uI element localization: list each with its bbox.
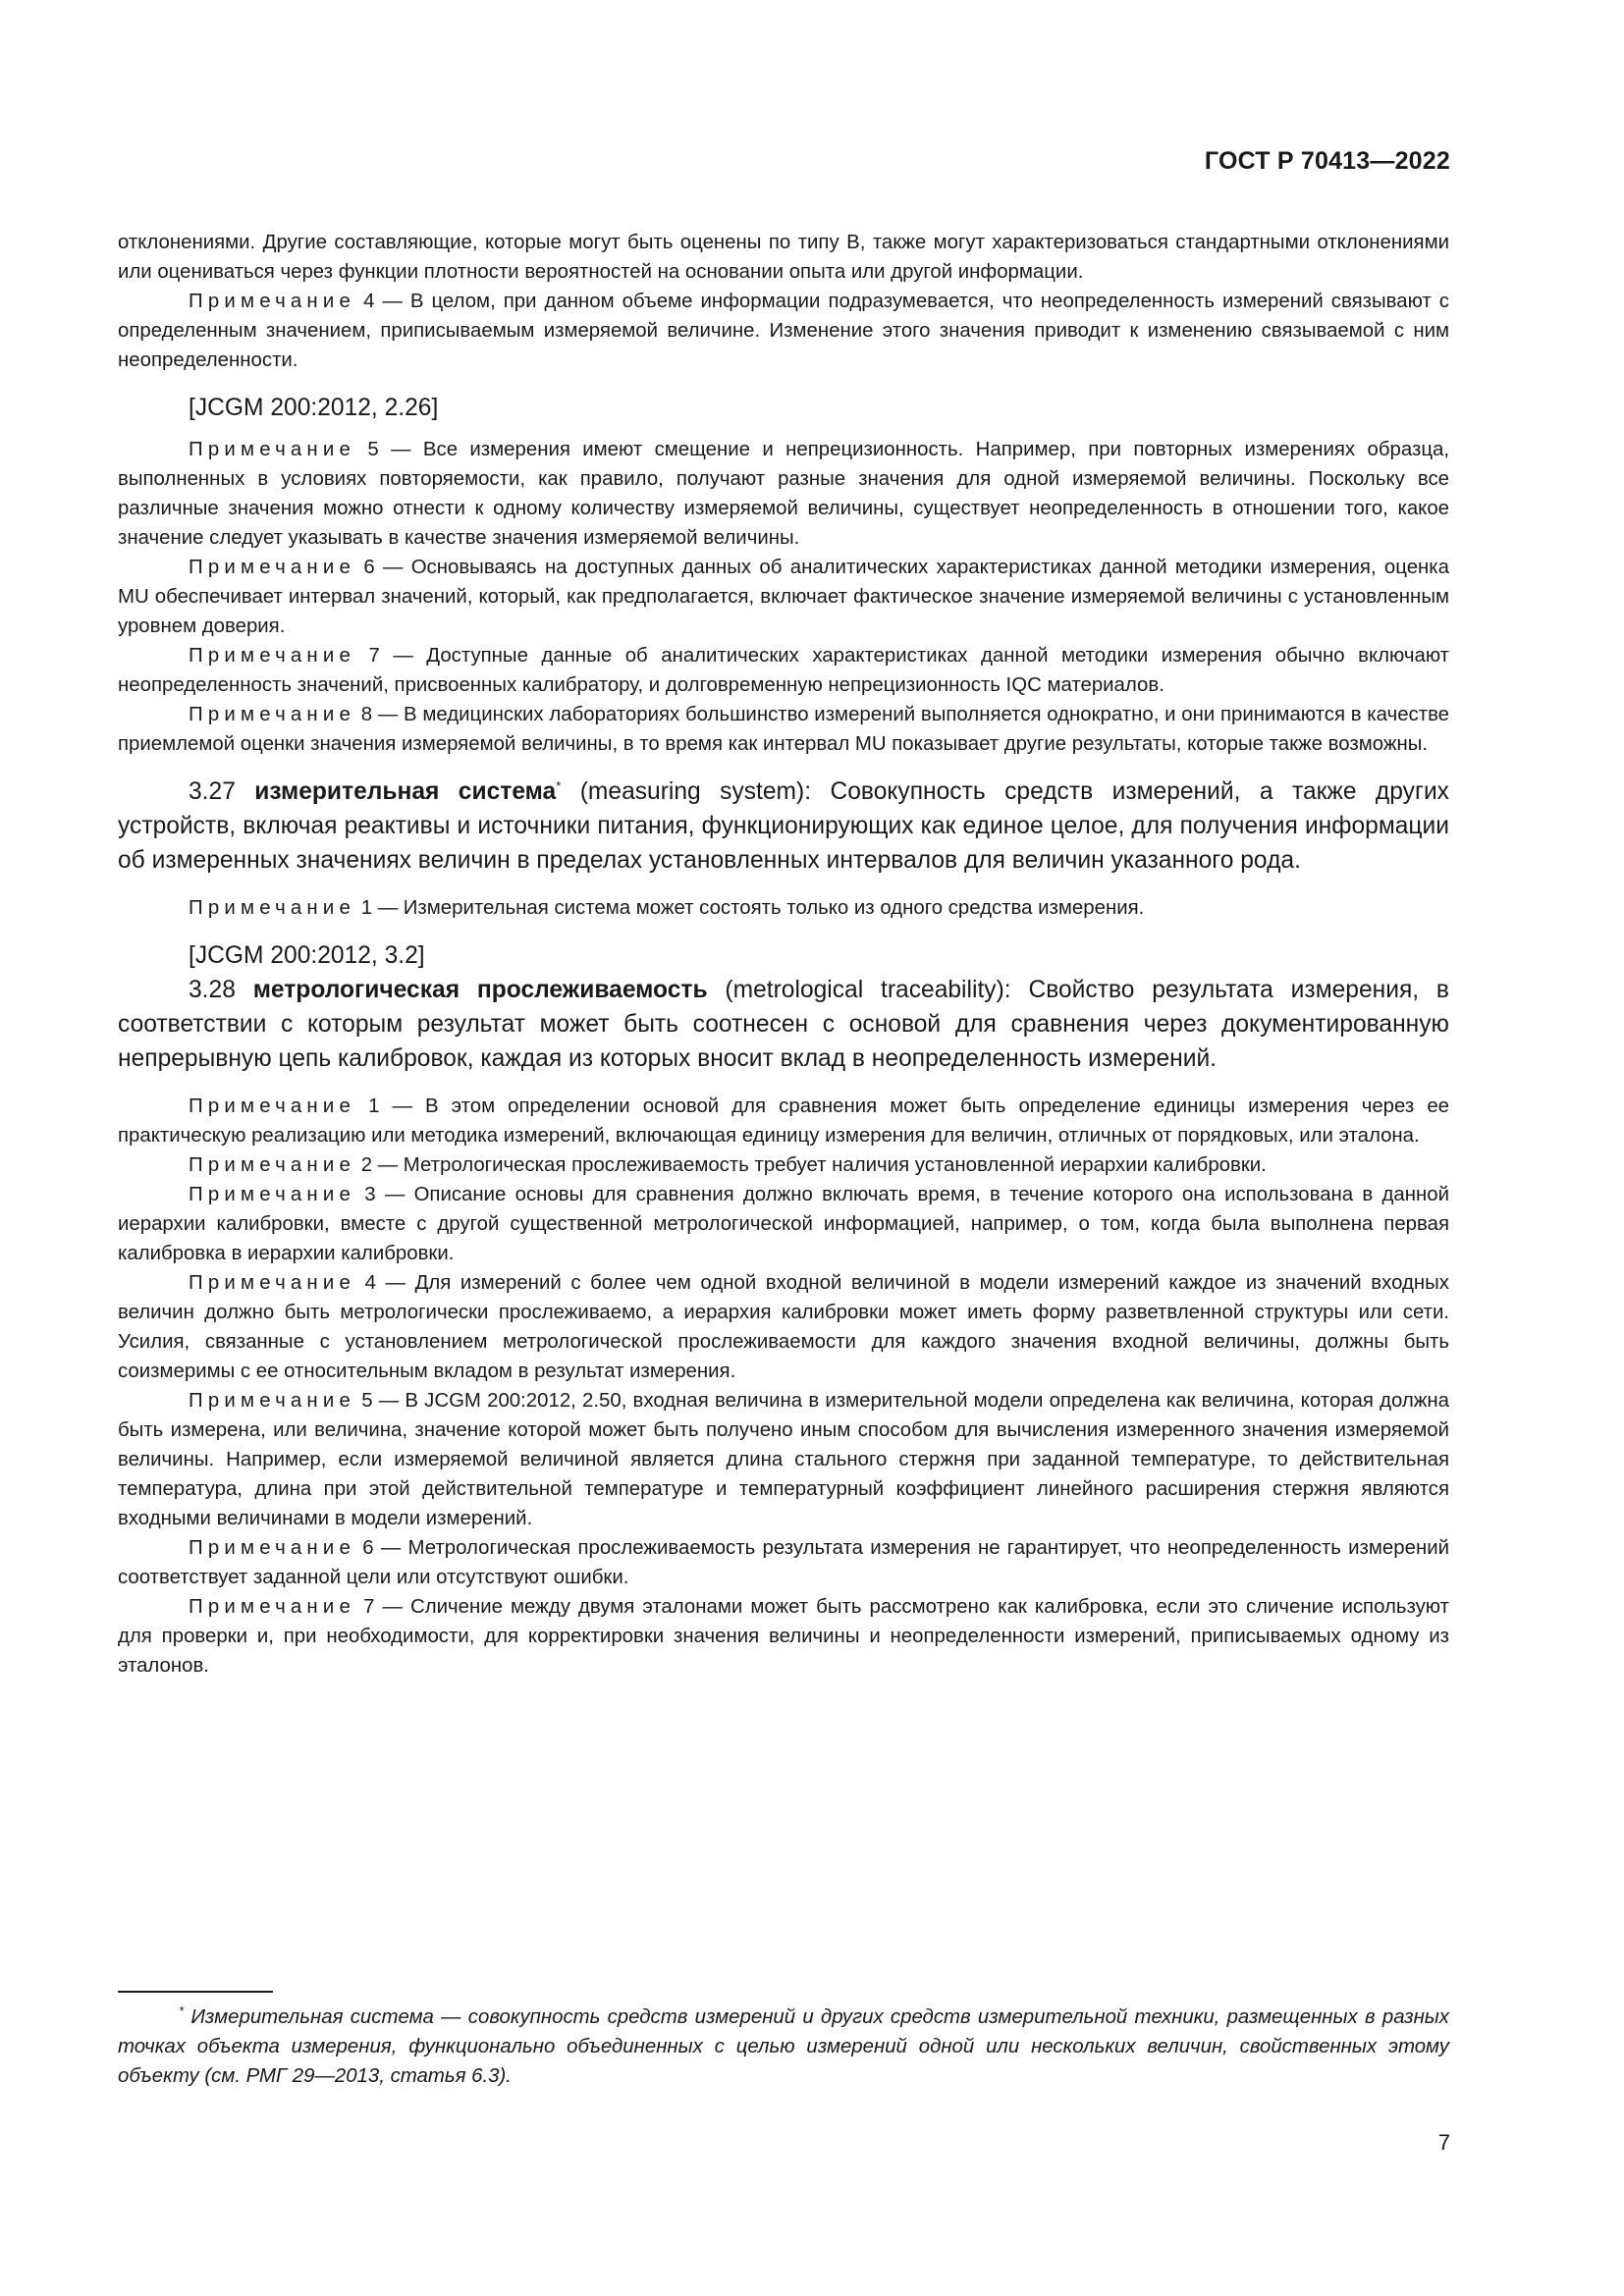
reference-jcgm-226: [JCGM 200:2012, 2.26] <box>189 395 439 421</box>
footnote-divider <box>118 1991 273 1993</box>
note-number: 7 — <box>368 645 427 667</box>
reference-jcgm-32: [JCGM 200:2012, 3.2] <box>189 942 425 969</box>
note-label: Примечание <box>189 1390 356 1412</box>
term-definition: Свойство результата измерения, в соответствии с которым результат может быть соотнесен с основой для сравнения через документированную непрерывную цепь калибровок, каждая из которых вносит вклад в неопределенность измерений. <box>118 977 1449 1072</box>
term-number: 3.27 <box>189 778 236 805</box>
term-name: метрологическая прослеживаемость <box>252 977 708 1003</box>
notes-group-a <box>118 287 1449 375</box>
note-text: Для измерений с более чем одной входной величиной в модели измерений каждое из значений входных величин должно быть метрологически прослеживаемо, а иерархия калибровки может иметь форму разветвленной структуры или сети. Усилия, связанные с установлением метрологической прослеживаемости для каждого значения входной величины, должны быть соизмеримы с ее относительным вкладом в результат измерения. <box>118 1272 1449 1382</box>
notes-group-b <box>118 435 1449 759</box>
note-number: 4 — <box>364 1272 415 1294</box>
footnote-text: Измерительная система — совокупность средств измерений и других средств измерительной техники, размещенных в разных точках объекта измерения, функционально объединенных с целью измерений одной или нескольких величин, свойственных этому объекту (см. РМГ 29—2013, статья 6.3). <box>118 2006 1449 2087</box>
note-item <box>118 553 1449 641</box>
note-text: Сличение между двумя эталонами может быть рассмотрено как калибровка, если это сличение используют для проверки и, при необходимости, для корректировки значения величины и неопределенности измерений, приписываемых одному из эталонов. <box>118 1596 1449 1677</box>
note-number: 4 — <box>363 291 410 312</box>
note-item <box>118 1150 1449 1180</box>
term-entry-3-28 <box>118 973 1449 1076</box>
note-label: Примечание <box>189 645 356 667</box>
note-item <box>118 893 1449 923</box>
note-number: 1 — <box>368 1095 425 1117</box>
note-item <box>118 641 1449 700</box>
term-definition: Совокупность средств измерений, а также других устройств, включая реактивы и источники питания, функционирующих как единое целое, для получения информации об измеренных значениях величин в пределах установленных интервалов для величин указанного рода. <box>118 778 1449 874</box>
note-label: Примечание <box>189 704 356 725</box>
note-text: В JCGM 200:2012, 2.50, входная величина в измерительной модели определена как величина, которая должна быть измерена, или величина, значение которой может быть получено иным способом для вычисления измеренного значения измеряемой величины. Например, если измеряемой величиной является длина стального стержня при заданной температуре, то действительная температура, длина при этой действительной температуре и температурный коэффициент линейного расширения стержня являются входными величинами в модели измерений. <box>118 1390 1450 1529</box>
note-text: Доступные данные об аналитических характеристиках данной методики измерения обычно включают неопределенность значений, присвоенных калибратору, и долговременную непрецизионность IQC материалов. <box>118 645 1450 696</box>
page-number: 7 <box>1437 2130 1450 2155</box>
note-item <box>118 1268 1449 1386</box>
note-label: Примечание <box>189 557 356 578</box>
notes-group-c <box>118 893 1449 923</box>
continuation-paragraph: отклонениями. Другие составляющие, которые могут быть оценены по типу В, также могут характеризоваться стандартными отклонениями или оцениваться через функции плотности вероятностей на основании опыта или другой информации. <box>118 232 1449 283</box>
note-number: 7 — <box>363 1596 410 1618</box>
term-english: (metrological traceability): <box>725 977 1011 1003</box>
term-entry-3-27 <box>118 774 1449 878</box>
note-text: Описание основы для сравнения должно включать время, в течение которого она использована в данной иерархии калибровки, вместе с другой существенной метрологической информацией, например, о том, когда была выполнена первая калибровка в иерархии калибровки. <box>118 1184 1449 1264</box>
note-label: Примечание <box>189 1184 356 1205</box>
note-label: Примечание <box>189 1272 356 1294</box>
term-english: (measuring system): <box>579 778 812 805</box>
note-label: Примечание <box>189 1537 356 1559</box>
note-label: Примечание <box>189 291 356 312</box>
note-text: В медицинских лабораториях большинство измерений выполняется однократно, и они принимаются в качестве приемлемой оценки значения измеряемой величины, в то время как интервал MU показывает другие результаты, которые также возможны. <box>118 704 1450 755</box>
footnote-mark: * <box>179 2003 185 2019</box>
term-number: 3.28 <box>189 977 236 1003</box>
note-text: В этом определении основой для сравнения может быть определение единицы измерения через ее практическую реализацию или методика измерений, включающая единицу измерения для величин, отличных от порядковых, или эталона. <box>118 1095 1450 1147</box>
note-text: В целом, при данном объеме информации подразумевается, что неопределенность измерений связывают с определенным значением, приписываемым измеряемой величине. Изменение этого значения приводит к изменению связываемой с ним неопределенности. <box>118 291 1449 371</box>
note-item <box>118 1092 1449 1150</box>
note-text: Основываясь на доступных данных об аналитических характеристиках данной методики измерения, оценка MU обеспечивает интервал значений, который, как предполагается, включает фактическое значение измеряемой величины с установленным уровнем доверия. <box>118 557 1450 637</box>
note-number: 2 — <box>360 1154 404 1176</box>
note-label: Примечание <box>189 439 356 460</box>
note-number: 5 — <box>361 1390 406 1412</box>
note-text: Метрологическая прослеживаемость результата измерения не гарантирует, что неопределенность измерений соответствует заданной цели или отсутствуют ошибки. <box>118 1537 1449 1588</box>
footnote-marker: * <box>556 777 562 793</box>
note-item <box>118 700 1449 759</box>
footnote <box>118 2002 1449 2091</box>
note-text: Измерительная система может состоять только из одного средства измерения. <box>403 897 1145 919</box>
note-text: Все измерения имеют смещение и непрецизионность. Например, при повторных измерениях образца, выполненных в условиях повторяемости, как правило, получают разные значения для одной измеряемой величины. Поскольку все различные значения можно отнести к одному количеству измеряемой величины, существует неопределенность в отношении того, какое значение следует указывать в качестве значения измеряемой величины. <box>118 439 1450 549</box>
note-item <box>118 435 1449 553</box>
page-content <box>118 228 1449 1681</box>
note-item <box>118 287 1449 375</box>
notes-group-d <box>118 1092 1449 1681</box>
note-number: 8 — <box>360 704 405 725</box>
note-label: Примечание <box>189 897 356 919</box>
note-item <box>118 1180 1449 1268</box>
note-label: Примечание <box>189 1095 356 1117</box>
note-number: 6 — <box>363 557 411 578</box>
term-name: измерительная система <box>254 778 557 805</box>
note-item <box>118 1592 1449 1681</box>
note-label: Примечание <box>189 1154 356 1176</box>
note-text: Метрологическая прослеживаемость требует наличия установленной иерархии калибровки. <box>403 1154 1267 1176</box>
standard-header: ГОСТ Р 70413—2022 <box>1204 147 1450 175</box>
note-number: 3 — <box>364 1184 414 1205</box>
note-item <box>118 1386 1449 1533</box>
note-label: Примечание <box>189 1596 356 1618</box>
note-number: 1 — <box>360 897 404 919</box>
note-number: 5 — <box>367 439 423 460</box>
note-number: 6 — <box>362 1537 408 1559</box>
note-item <box>118 1533 1449 1592</box>
